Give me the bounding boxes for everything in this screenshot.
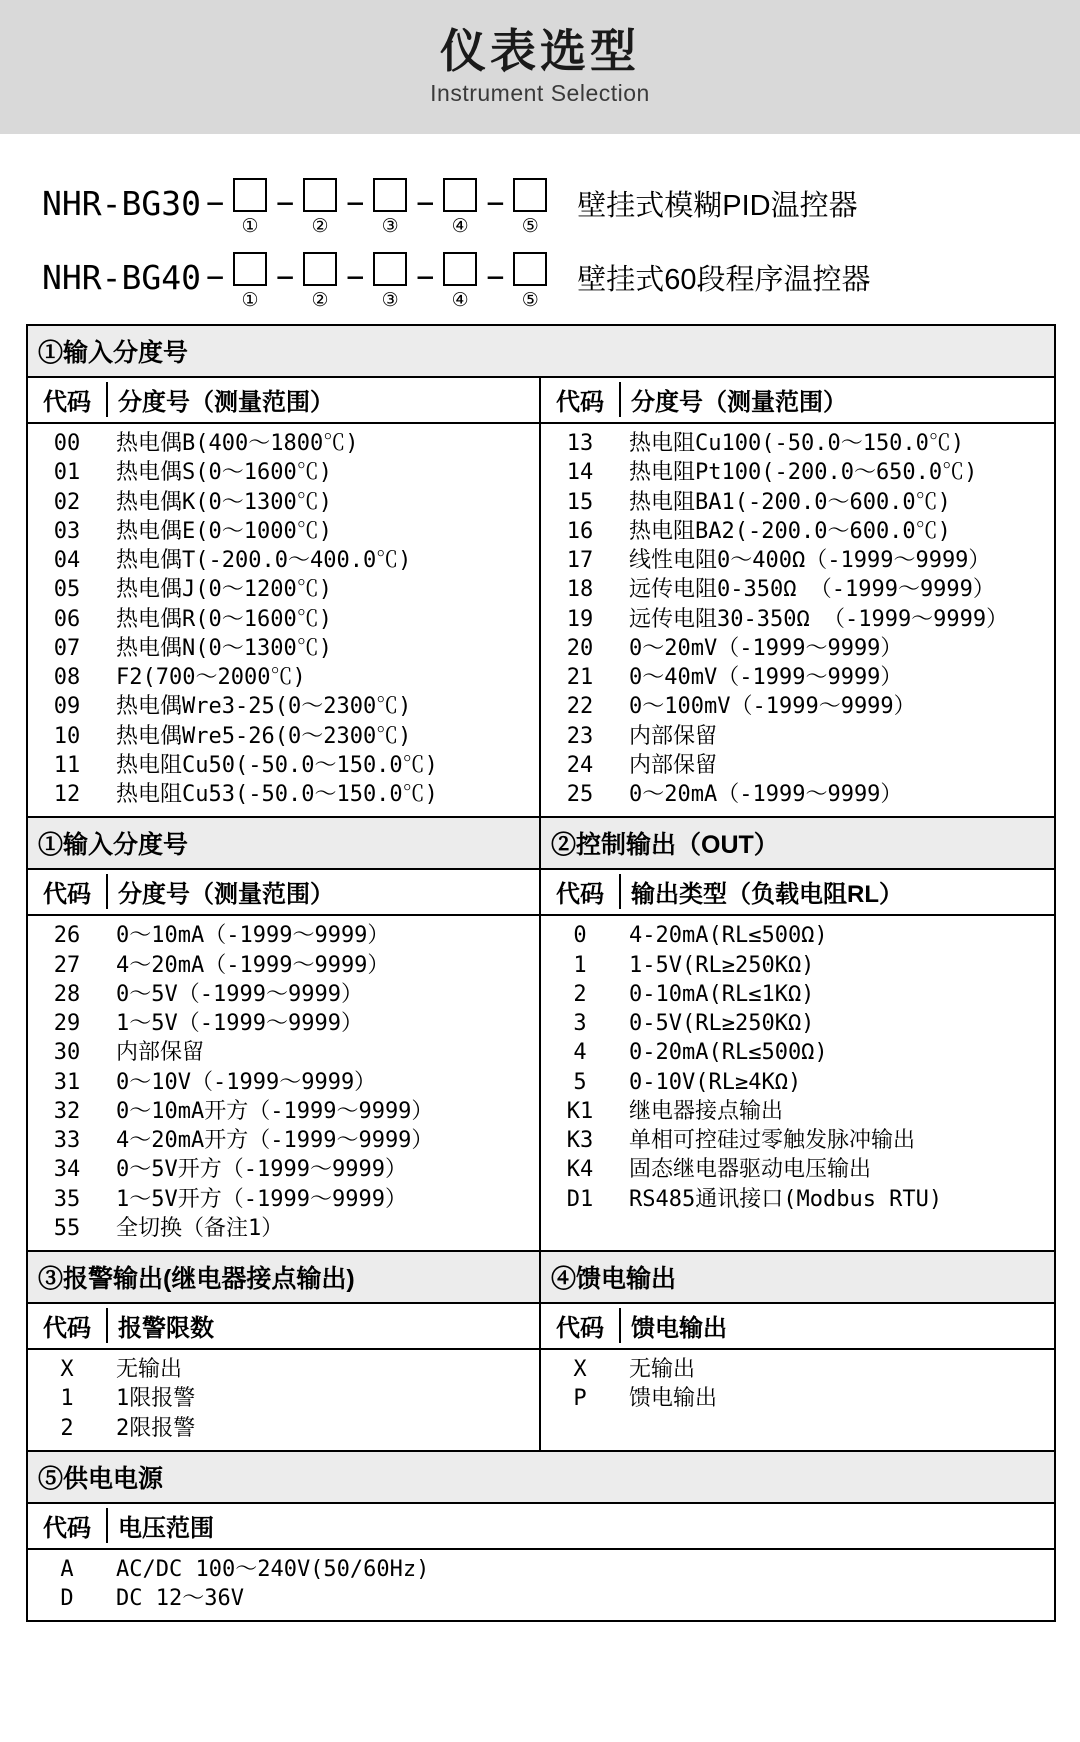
cell-desc: 1～5V开方（-1999～9999） [116,1186,407,1212]
table-row [541,1068,1054,1097]
cell-desc: 0～5V开方（-1999～9999） [116,1157,407,1183]
dash-separator: − [205,260,225,295]
cell-code: 28 [53,981,81,1007]
table-row [541,605,1054,634]
table-row [541,458,1054,487]
section-alarm-feed [26,1252,1056,1452]
code-input-box[interactable] [373,178,407,212]
cell-desc: F2(700～2000℃) [116,665,306,690]
table-row [28,1355,539,1384]
section-title-input-cont: ①输入分度号 [28,818,541,868]
code-slot-number: ② [311,290,329,311]
section-title: ⑤供电电源 [28,1452,1054,1504]
code-slot-5[interactable] [509,252,551,310]
cell-desc: 4-20mA(RL≤500Ω) [629,923,828,949]
rows [28,916,539,1250]
cell-desc: RS485通讯接口(Modbus RTU) [629,1186,943,1212]
cell-desc: 0～5V（-1999～9999） [116,981,363,1007]
code-slot-number: ③ [381,290,399,311]
header-code: 代码 [28,1308,108,1343]
table-row [28,575,539,604]
cell-code: 31 [53,1069,81,1095]
cell-desc: 热电偶S(0～1600℃) [116,460,332,486]
cell-code: 33 [53,1128,81,1153]
header-code: 代码 [28,382,108,417]
cell-code: 18 [566,577,594,603]
code-slot-number: ① [241,216,259,237]
code-input-box[interactable] [233,252,267,286]
cell-code: 17 [566,548,594,573]
header-desc: 分度号（测量范围） [631,389,847,416]
code-input-box[interactable] [513,178,547,212]
table-row [28,429,539,458]
header-code: 代码 [541,382,621,417]
dash-separator: − [486,186,505,221]
cell-code: X [60,1357,74,1382]
cell-code: 1 [60,1386,74,1412]
cell-code: 29 [53,1011,81,1036]
code-slot-5[interactable] [509,178,551,236]
table-row [28,546,539,575]
table-row [541,1038,1054,1067]
rows [28,1350,539,1450]
table-row [541,488,1054,517]
table-row [28,1185,539,1214]
cell-desc: 热电偶Wre5-26(0～2300℃) [116,723,412,749]
input-cont-column [28,870,541,1250]
table-row [541,951,1054,980]
cell-code: 20 [566,635,594,661]
model-description: 壁挂式模糊PID温控器 [577,190,858,222]
column-header [28,378,539,424]
table-row [541,429,1054,458]
cell-desc: 内部保留 [629,752,718,778]
table-row [28,605,539,634]
cell-desc: 单相可控硅过零触发脉冲输出 [629,1128,916,1153]
table-row [541,692,1054,721]
alarm-column [28,1304,541,1450]
header-code: 代码 [28,1508,108,1543]
header-desc: 分度号（测量范围） [118,389,334,416]
dash-separator: − [276,260,295,295]
cell-desc: 热电阻BA2(-200.0～600.0℃) [629,518,951,544]
code-slot-number: ⑤ [521,290,539,311]
cell-code: 13 [566,431,594,456]
cell-desc: 1限报警 [116,1386,196,1412]
cell-code: 2 [573,981,587,1007]
cell-desc: 0～100mV（-1999～9999） [629,694,916,720]
table-row [28,1384,539,1413]
table-row [28,1126,539,1155]
page-subtitle: Instrument Selection [430,79,650,106]
cell-desc: 0-5V(RL≥250KΩ) [629,1011,815,1036]
cell-code: 21 [566,665,594,690]
cell-desc: 馈电输出 [629,1386,718,1412]
cell-desc: 热电阻Cu100(-50.0～150.0℃) [629,431,965,456]
table-row [541,921,1054,950]
cell-desc: 热电偶Wre3-25(0～2300℃) [116,694,412,720]
cell-desc: 热电偶B(400～1800℃) [116,431,359,456]
cell-code: 4 [573,1040,587,1066]
cell-desc: 内部保留 [116,1040,205,1066]
cell-desc: 热电偶E(0～1000℃) [116,518,332,544]
code-slot-2[interactable] [299,178,341,236]
model-name: NHR-BG30 [42,184,201,223]
cell-desc: 线性电阻0～400Ω（-1999～9999） [629,548,991,573]
dash-separator: − [416,260,435,295]
cell-code: 26 [53,923,81,949]
section-body [28,870,1054,1250]
input-column-left [28,378,541,816]
table-row [28,1584,1054,1613]
header-code: 代码 [28,874,108,909]
column-header [28,870,539,916]
cell-code: 02 [53,489,81,515]
section-power-supply [26,1452,1056,1623]
cell-desc: 热电偶R(0～1600℃) [116,606,332,632]
table-row [28,1555,1054,1584]
table-row [541,980,1054,1009]
column-header [541,870,1054,916]
code-input-box[interactable] [443,252,477,286]
cell-code: A [60,1556,74,1582]
table-row [28,980,539,1009]
cell-desc: 0～10V（-1999～9999） [116,1069,377,1095]
cell-desc: 1～5V（-1999～9999） [116,1011,363,1036]
cell-code: 09 [53,694,81,720]
cell-desc: 热电偶J(0～1200℃) [116,577,332,603]
cell-code: 3 [573,1011,587,1036]
header-desc: 分度号（测量范围） [118,881,334,909]
section-title-alarm: ③报警输出(继电器接点输出) [28,1252,541,1302]
header-code: 代码 [541,874,621,909]
table-row [28,1038,539,1067]
dash-separator: − [205,186,225,221]
cell-desc: 热电偶N(0～1300℃) [116,635,332,661]
cell-code: D [60,1586,74,1611]
table-row [28,692,539,721]
header-desc: 输出类型（负载电阻RL） [631,881,903,909]
cell-code: 00 [53,431,81,456]
section-titles [28,818,1054,870]
code-input-box[interactable] [513,252,547,286]
cell-code: 30 [53,1040,81,1066]
rows [541,916,1054,1221]
rows [541,1350,1054,1450]
header-code: 代码 [541,1308,621,1343]
cell-desc: 0-10V(RL≥4KΩ) [629,1069,802,1095]
table-row [28,517,539,546]
control-output-column [541,870,1054,1250]
code-input-box[interactable] [373,252,407,286]
column-header [541,1304,1054,1350]
cell-desc: 0-20mA(RL≤500Ω) [629,1040,828,1066]
code-slot-number: ⑤ [521,216,539,237]
page-header [0,0,1080,134]
cell-code: 2 [60,1415,74,1441]
cell-code: 03 [53,518,81,544]
section-body [28,1304,1054,1450]
cell-code: 55 [53,1215,81,1241]
table-row [541,663,1054,692]
cell-desc: 0～10mA（-1999～9999） [116,923,390,949]
cell-desc: 热电阻BA1(-200.0～600.0℃) [629,489,951,515]
cell-code: 19 [566,606,594,632]
column-header [28,1304,539,1350]
code-slot-number: ② [311,216,329,237]
cell-desc: 远传电阻30-350Ω （-1999～9999） [629,606,1009,632]
cell-code: K1 [566,1098,594,1124]
cell-code: 22 [566,694,594,720]
cell-desc: 无输出 [629,1357,696,1382]
cell-code: 15 [566,489,594,515]
cell-code: 34 [53,1157,81,1183]
section-title-control-output: ②控制输出（OUT） [551,831,779,860]
table-row [28,1097,539,1126]
cell-code: K4 [566,1157,594,1183]
feed-column [541,1304,1054,1450]
cell-desc: 4～20mA开方（-1999～9999） [116,1128,434,1153]
cell-desc: AC/DC 100～240V(50/60Hz) [116,1556,430,1582]
code-slot-3[interactable] [369,178,411,236]
table-row [28,780,539,809]
cell-code: 35 [53,1186,81,1212]
table-row [541,546,1054,575]
table-row [541,751,1054,780]
section-input-output [26,818,1056,1252]
section-title: ①输入分度号 [28,326,1054,378]
rows [28,424,539,816]
cell-desc: 热电阻Pt100(-200.0～650.0℃) [629,460,978,486]
cell-code: 14 [566,460,594,486]
code-slot-4[interactable] [439,178,481,236]
code-slot-number: ④ [451,290,469,311]
cell-code: 05 [53,577,81,603]
column-header [541,378,1054,424]
table-row [541,575,1054,604]
cell-code: 12 [53,782,81,807]
table-row [28,921,539,950]
cell-code: 07 [53,635,81,661]
cell-code: 25 [566,782,594,807]
header-desc: 电压范围 [118,1514,214,1542]
cell-code: 24 [566,752,594,778]
cell-code: 32 [53,1098,81,1124]
rows [28,1550,1054,1621]
table-row [28,751,539,780]
model-description: 壁挂式60段程序温控器 [577,264,871,296]
code-slot-3[interactable] [369,252,411,310]
code-input-box[interactable] [303,252,337,286]
cell-code: 04 [53,548,81,573]
dash-separator: − [486,260,505,295]
model-row [42,178,1054,236]
cell-code: 08 [53,665,81,690]
cell-code: P [573,1386,587,1412]
table-row [28,951,539,980]
cell-code: 23 [566,723,594,749]
page-title: 仪表选型 [440,25,640,78]
code-input-box[interactable] [303,178,337,212]
page-content [0,178,1080,1622]
cell-desc: 继电器接点输出 [629,1098,784,1124]
section-body [28,378,1054,816]
cell-code: 16 [566,518,594,544]
cell-code: 10 [53,723,81,749]
table-row [541,1126,1054,1155]
cell-desc: 0～20mV（-1999～9999） [629,635,903,661]
column-header [28,1504,1054,1550]
cell-code: D1 [566,1186,594,1212]
model-row [42,252,1054,310]
cell-code: 27 [53,952,81,978]
header-desc: 报警限数 [118,1315,214,1342]
code-slot-1[interactable] [229,178,271,236]
table-row [541,1155,1054,1184]
cell-code: 1 [573,952,587,978]
section-titles [28,1252,1054,1304]
cell-desc: 热电阻Cu50(-50.0～150.0℃) [116,752,438,778]
table-row [541,780,1054,809]
code-slot-1[interactable] [229,252,271,310]
header-desc: 馈电输出 [631,1315,727,1342]
cell-desc: 2限报警 [116,1415,196,1441]
cell-code: 5 [573,1069,587,1095]
cell-code: 06 [53,606,81,632]
code-slot-number: ④ [451,216,469,237]
input-column-right [541,378,1054,816]
model-code-diagram [42,178,1054,310]
table-row [541,1355,1054,1384]
cell-desc: 0-10mA(RL≤1KΩ) [629,981,815,1007]
section-title-feed: ④馈电输出 [551,1265,677,1293]
cell-desc: 远传电阻0-350Ω （-1999～9999） [629,577,995,603]
cell-code: K3 [566,1128,594,1153]
cell-desc: 无输出 [116,1357,183,1382]
cell-desc: 热电阻Cu53(-50.0～150.0℃) [116,782,438,807]
dash-separator: − [346,260,365,295]
cell-code: X [573,1357,587,1382]
cell-desc: 1-5V(RL≥250KΩ) [629,952,815,978]
table-row [28,634,539,663]
table-row [541,1384,1054,1413]
code-slot-4[interactable] [439,252,481,310]
cell-desc: 0～40mV（-1999～9999） [629,665,903,690]
code-slot-number: ① [241,290,259,311]
table-row [541,634,1054,663]
table-row [28,1414,539,1443]
table-row [541,517,1054,546]
cell-code: 11 [53,752,81,778]
table-row [28,1155,539,1184]
table-row [28,1214,539,1243]
cell-desc: 热电偶T(-200.0～400.0℃) [116,548,412,573]
code-input-box[interactable] [443,178,477,212]
cell-desc: 热电偶K(0～1300℃) [116,489,332,515]
code-slot-2[interactable] [299,252,341,310]
cell-code: 01 [53,460,81,486]
dash-separator: − [416,186,435,221]
model-name: NHR-BG40 [42,258,201,297]
cell-desc: DC 12～36V [116,1586,244,1611]
table-row [28,1068,539,1097]
code-input-box[interactable] [233,178,267,212]
dash-separator: − [276,186,295,221]
table-row [28,722,539,751]
table-row [28,458,539,487]
table-row [28,663,539,692]
cell-desc: 0～20mA（-1999～9999） [629,782,903,807]
rows [541,424,1054,816]
cell-desc: 全切换（备注1） [116,1215,284,1241]
cell-desc: 内部保留 [629,723,718,749]
cell-desc: 固态继电器驱动电压输出 [629,1157,872,1183]
table-row [541,722,1054,751]
code-slot-number: ③ [381,216,399,237]
table-row [28,488,539,517]
section-input-signal [26,324,1056,818]
table-row [541,1009,1054,1038]
table-row [541,1097,1054,1126]
dash-separator: − [346,186,365,221]
table-row [541,1185,1054,1214]
cell-code: 0 [573,923,587,949]
table-row [28,1009,539,1038]
cell-desc: 0～10mA开方（-1999～9999） [116,1098,434,1124]
cell-desc: 4～20mA（-1999～9999） [116,952,390,978]
